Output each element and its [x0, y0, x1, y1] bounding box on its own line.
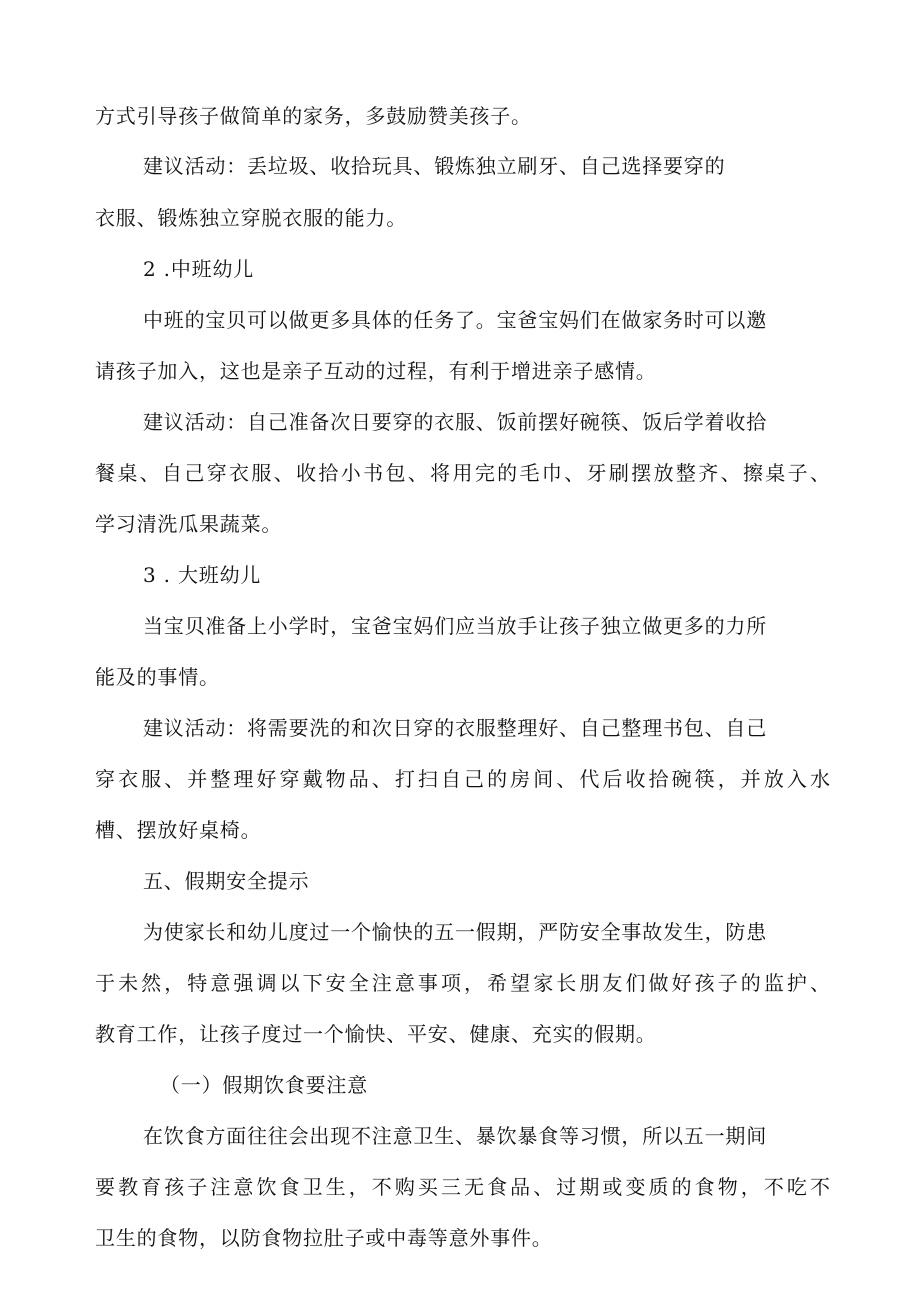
- paragraph-line: 在饮食方面往往会出现不注意卫生、暴饮暴食等习惯，所以五一期间: [143, 1124, 767, 1148]
- paragraph-line: 餐桌、自己穿衣服、收拾小书包、将用完的毛巾、牙刷摆放整齐、擦桌子、: [95, 461, 830, 485]
- section-heading: 2 .中班幼儿: [143, 257, 255, 281]
- paragraph-line: 学习清洗瓜果蔬菜。: [95, 512, 283, 536]
- paragraph-line: 穿衣服、并整理好穿戴物品、打扫自己的房间、代后收拾碗筷，并放入水: [95, 767, 830, 791]
- paragraph-line: 当宝贝准备上小学时，宝爸宝妈们应当放手让孩子独立做更多的力所: [143, 614, 767, 638]
- section-heading: 3 . 大班幼儿: [143, 563, 262, 587]
- paragraph-line: 衣服、锻炼独立穿脱衣服的能力。: [95, 206, 407, 230]
- paragraph-line: 要教育孩子注意饮食卫生，不购买三无食品、过期或变质的食物，不吃不: [95, 1175, 830, 1199]
- paragraph-line: 于未然，特意强调以下安全注意事项，希望家长朋友们做好孩子的监护、: [95, 971, 830, 995]
- paragraph-line: 中班的宝贝可以做更多具体的任务了。宝爸宝妈们在做家务时可以邀: [143, 308, 767, 332]
- paragraph-line: 为使家长和幼儿度过一个愉快的五一假期，严防安全事故发生，防患: [143, 920, 767, 944]
- paragraph-line: 能及的事情。: [95, 665, 220, 689]
- paragraph-line: 建议活动：丢垃圾、收拾玩具、锻炼独立刷牙、自己选择要穿的: [143, 154, 726, 178]
- paragraph-line: 方式引导孩子做简单的家务，多鼓励赞美孩子。: [95, 104, 532, 128]
- paragraph-line: 建议活动：自己准备次日要穿的衣服、饭前摆好碗筷、饭后学着收拾: [143, 410, 767, 434]
- paragraph-line: 卫生的食物，以防食物拉肚子或中毒等意外事件。: [95, 1226, 553, 1250]
- paragraph-line: 槽、摆放好桌椅。: [95, 818, 262, 842]
- paragraph-line: 教育工作，让孩子度过一个愉快、平安、健康、充实的假期。: [95, 1022, 657, 1046]
- paragraph-line: 请孩子加入，这也是亲子互动的过程，有利于增进亲子感情。: [95, 359, 657, 383]
- paragraph-line: 建议活动：将需要洗的和次日穿的衣服整理好、自己整理书包、自己: [143, 716, 767, 740]
- subsection-heading: （一）假期饮食要注意: [160, 1073, 368, 1097]
- section-heading: 五、假期安全提示: [143, 869, 310, 893]
